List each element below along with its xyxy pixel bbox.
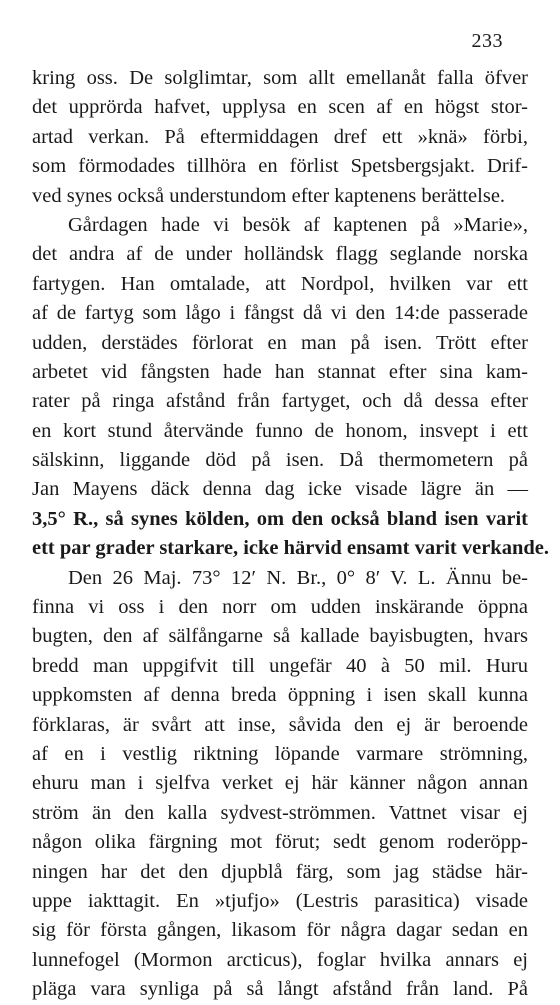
text-line: någon olika färgning mot förut; sedt genom roderöpp-	[32, 831, 528, 854]
text-line: Gårdagen hade vi besök af kaptenen på »Marie»,	[68, 213, 528, 236]
text-line: rater på ringa afstånd från fartyget, och då dessa efter	[32, 390, 528, 413]
text-line: af de fartyg som lågo i fångst då vi den 14:de passerade	[32, 302, 528, 325]
text-line: det andra af de under holländsk flagg seglande norska	[32, 243, 528, 266]
text-line: förklaras, är svårt att inse, såvida den ej är beroende	[32, 713, 528, 736]
text-line: ström än den kalla sydvest-strömmen. Vattnet visar ej	[32, 801, 528, 824]
text-line: finna vi oss i den norr om udden inskärande öppna	[32, 596, 528, 619]
text-line: en kort stund återvände funno de honom, insvept i ett	[32, 419, 528, 442]
text-line: artad verkan. På eftermiddagen dref ett »knä» förbi,	[32, 125, 528, 148]
text-line: det upprörda hafvet, upplysa en scen af en högst stor-	[32, 96, 528, 119]
text-line: af en i vestlig riktning löpande varmare strömning,	[32, 742, 528, 765]
text-line: 3,5° R., så synes kölden, om den också bland isen varit	[32, 507, 528, 530]
text-line: fartygen. Han omtalade, att Nordpol, hvilken var ett	[32, 272, 528, 295]
page-number: 233	[471, 30, 503, 52]
text-line: ett par grader starkare, icke härvid ensamt varit verkande.	[32, 537, 549, 560]
text-line: udden, derstädes förlorat en man på isen. Trött efter	[32, 331, 528, 354]
text-line: kring oss. De solglimtar, som allt emellanåt falla öfver	[32, 67, 528, 89]
text-line: uppe iakttagit. En »tjufjo» (Lestris parasitica) visade	[32, 889, 528, 912]
text-line: sälskinn, liggande död på isen. Då thermometern på	[32, 449, 528, 472]
text-line: lunnefogel (Mormon arcticus), foglar hvilka annars ej	[32, 948, 528, 971]
text-line: ningen har det den djupblå färg, som jag städse här-	[32, 860, 528, 883]
body-text	[32, 64, 549, 1005]
text-line: som förmodades tillhöra en förlist Spetsbergsjakt. Drif-	[32, 155, 528, 178]
text-line: sig för första gången, likasom för några dagar sedan en	[32, 919, 528, 942]
text-line: pläga vara synliga på så långt afstånd från land. På	[32, 978, 528, 1001]
text-line: ehuru man i sjelfva verket ej här känner någon annan	[32, 772, 528, 795]
text-line: bugten, den af sälfångarne så kallade bayisbugten, hvars	[32, 625, 528, 648]
text-line: uppkomsten af denna breda öppning i isen skall kunna	[32, 684, 528, 707]
text-line: arbetet vid fångsten hade han stannat efter sina kam-	[32, 360, 528, 383]
text-line: Jan Mayens däck denna dag icke visade lägre än —	[32, 478, 528, 501]
text-line: Den 26 Maj. 73° 12′ N. Br., 0° 8′ V. L. Ännu be-	[68, 566, 528, 589]
text-line: bredd man uppgifvit till ungefär 40 à 50 mil. Huru	[32, 654, 528, 677]
text-line: ved synes också understundom efter kaptenens berättelse.	[32, 184, 506, 207]
